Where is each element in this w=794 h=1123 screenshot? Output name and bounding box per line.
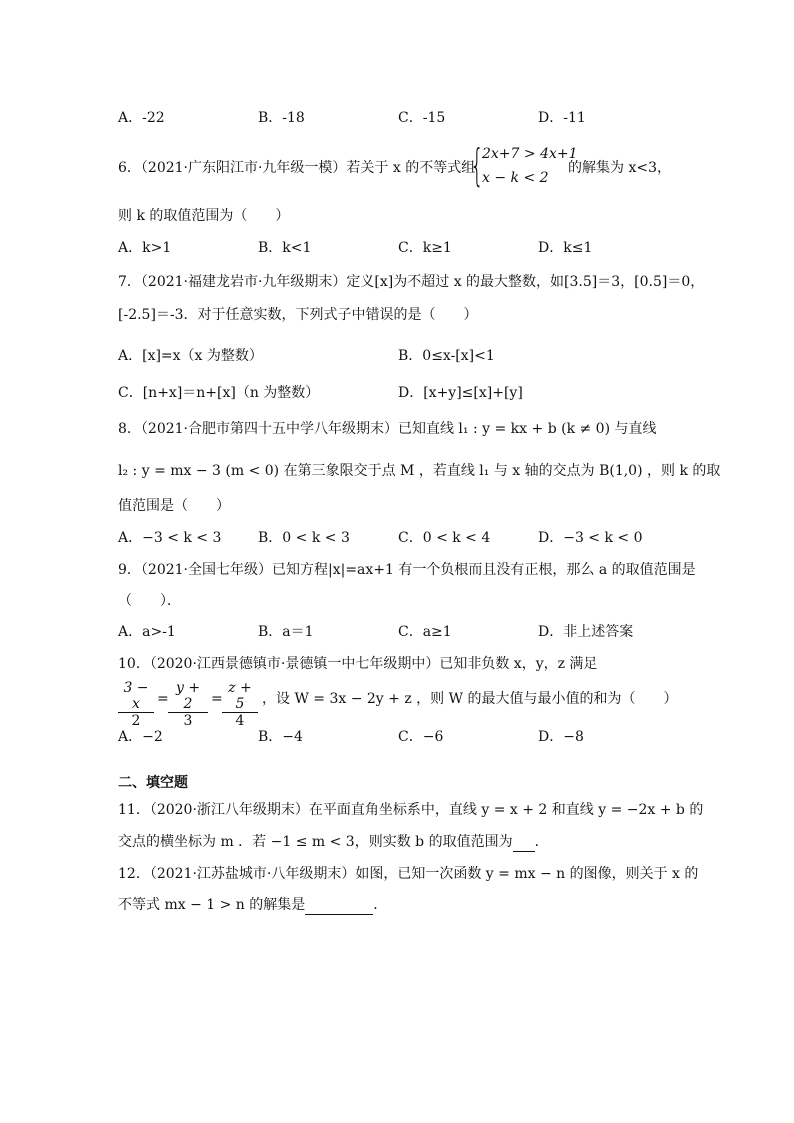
q12-line2: [118, 895, 387, 915]
fraction-denominator: 4: [235, 713, 245, 729]
fraction-numerator: 3 − x: [118, 680, 154, 713]
q10-option-a[interactable]: A．−2: [118, 729, 163, 745]
section-heading: 二、填空题: [118, 775, 188, 791]
q9-option-a[interactable]: A．a>-1: [118, 624, 176, 640]
q8-line1: 8．（2021·合肥市第四十五中学八年级期末）已知直线 l₁ : y = kx + b (k ≠ 0) 与直线: [118, 421, 657, 437]
q6-option-a[interactable]: A．k>1: [118, 240, 172, 256]
q6-option-b[interactable]: B．k<1: [258, 240, 312, 256]
equals-sign: =: [211, 691, 223, 707]
q7-line2: [-2.5]＝-3．对于任意实数，下列式子中错误的是（ ）: [118, 307, 478, 323]
q9-option-d[interactable]: D．非上述答案: [538, 624, 634, 640]
q10-fraction-1: [118, 680, 154, 729]
q6-stem-pre: 6．（2021·广东阳江市·九年级一模）若关于 x 的不等式组: [118, 160, 476, 176]
q8-option-d[interactable]: D．−3 < k < 0: [538, 530, 643, 546]
q6-option-d[interactable]: D．k≤1: [538, 240, 593, 256]
brace-symbol: {: [470, 140, 484, 191]
q8-option-a[interactable]: A．−3 < k < 3: [118, 530, 222, 546]
q6-system-row1: 2x+7 > 4x+1: [482, 146, 578, 162]
q10-fraction-3: [222, 680, 258, 729]
fraction-numerator: z + 5: [222, 680, 258, 713]
q12-answer-blank[interactable]: [305, 900, 373, 915]
q6-stem-line2: 则 k 的取值范围为（ ）: [118, 208, 290, 224]
q9-option-c[interactable]: C．a≥1: [398, 624, 452, 640]
q10-fraction-2: [168, 680, 208, 729]
q11-line2: [118, 832, 549, 852]
q12-line2-text: 不等式 mx − 1 > n 的解集是: [118, 897, 306, 913]
q12-line2-end: ．: [373, 897, 388, 913]
q7-option-d[interactable]: D．[x+y]≤[x]+[y]: [398, 385, 523, 401]
q6-option-c[interactable]: C．k≥1: [398, 240, 452, 256]
fraction-numerator: y + 2: [168, 680, 208, 713]
q7-option-b[interactable]: B．0≤x-[x]<1: [398, 348, 495, 364]
q5-option-b[interactable]: B．-18: [258, 110, 305, 126]
q10-option-c[interactable]: C．−6: [398, 729, 444, 745]
q11-line2-text: 交点的横坐标为 m ．若 −1 ≤ m < 3，则实数 b 的取值范围为: [118, 834, 513, 850]
q8-line2: l₂ : y = mx − 3 (m < 0) 在第三象限交于点 M ，若直线 l₁ 与 x 轴的交点为 B(1,0) ，则 k 的取: [118, 463, 721, 479]
fraction-denominator: 2: [131, 713, 141, 729]
q11-line2-end: ．: [534, 834, 549, 850]
q9-line1: 9．（2021·全国七年级）已知方程|x|=ax+1 有一个负根而且没有正根，那么 a 的取值范围是: [118, 562, 696, 578]
q8-line3: 值范围是（ ）: [118, 498, 230, 514]
q11-answer-blank[interactable]: [513, 837, 535, 852]
q10-line2-post: ，设 W = 3x − 2y + z ，则 W 的最大值与最小值的和为（ ）: [262, 691, 678, 707]
q5-option-d[interactable]: D．-11: [538, 110, 586, 126]
q8-option-c[interactable]: C．0 < k < 4: [398, 530, 491, 546]
q10-option-d[interactable]: D．−8: [538, 729, 584, 745]
q9-line2: （ ）．: [118, 593, 181, 609]
q6-stem-post: 的解集为 x<3，: [568, 160, 671, 176]
fraction-denominator: 3: [183, 713, 193, 729]
q10-line1: 10．（2020·江西景德镇市·景德镇一中七年级期中）已知非负数 x，y，z 满足: [118, 656, 598, 672]
q9-option-b[interactable]: B．a＝1: [258, 624, 314, 640]
q7-line1: 7．（2021·福建龙岩市·九年级期末）定义[x]为不超过 x 的最大整数，如[3.5]＝3，[0.5]＝0，: [118, 274, 705, 290]
equals-sign: =: [157, 691, 169, 707]
q7-option-c[interactable]: C．[n+x]＝n+[x]（n 为整数）: [118, 385, 320, 401]
q8-option-b[interactable]: B．0 < k < 3: [258, 530, 350, 546]
q11-line1: 11．（2020·浙江八年级期末）在平面直角坐标系中，直线 y = x + 2 和直线 y = −2x + b 的: [118, 802, 704, 818]
q12-line1: 12．（2021·江苏盐城市·八年级期末）如图，已知一次函数 y = mx − n 的图像，则关于 x 的: [118, 866, 699, 882]
q10-option-b[interactable]: B．−4: [258, 729, 303, 745]
q5-option-a[interactable]: A．-22: [118, 110, 165, 126]
q6-system-row2: x − k < 2: [482, 170, 549, 186]
q5-option-c[interactable]: C．-15: [398, 110, 446, 126]
q7-option-a[interactable]: A．[x]=x（x 为整数）: [118, 348, 263, 364]
